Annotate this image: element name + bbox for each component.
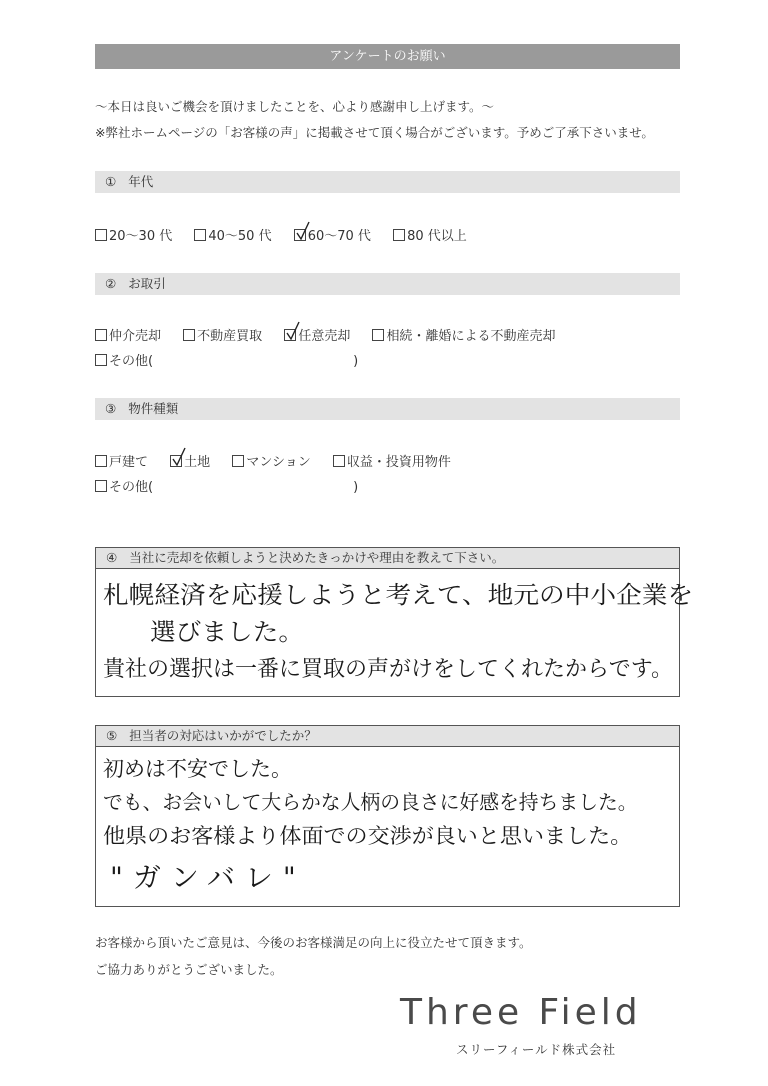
transaction-option-inheritance[interactable] — [372, 325, 555, 344]
age-option-60-70[interactable] — [294, 225, 371, 244]
intro-line-2: ※弊社ホームページの「お客様の声」に掲載させて頂く場合がございます。予めご了承下さいませ。 — [95, 125, 654, 140]
checkbox[interactable] — [194, 229, 206, 241]
footer-line-1: お客様から頂いたご意見は、今後のお客様満足の向上に役立たせて頂きます。 — [95, 935, 532, 950]
option-label: 収益・投資用物件 — [346, 455, 451, 470]
other-label: その他( — [109, 480, 154, 495]
handwritten-answer-line: でも、お会いして大らかな人柄の良さに好感を持ちました。 — [103, 790, 638, 814]
handwritten-answer-line: 他県のお客様より体面での交渉が良いと思いました。 — [103, 824, 633, 848]
age-option-80[interactable] — [393, 225, 467, 244]
handwritten-answer-line: 選びました。 — [150, 618, 305, 646]
checkbox[interactable] — [393, 229, 405, 241]
section-number: ② — [105, 276, 117, 291]
property-options — [95, 451, 469, 470]
checkbox-checked[interactable] — [294, 229, 306, 241]
property-option-mansion[interactable] — [232, 451, 310, 470]
age-option-20-30[interactable] — [95, 225, 172, 244]
page-title: アンケートのお願い — [95, 44, 680, 69]
age-options — [95, 225, 485, 244]
checkbox[interactable] — [95, 229, 107, 241]
other-label: その他( — [109, 354, 154, 369]
company-name: スリーフィールド株式会社 — [456, 1042, 617, 1057]
section-label: 物件種類 — [128, 401, 179, 416]
section-label: お取引 — [128, 276, 166, 291]
option-label: 40～50 代 — [208, 229, 272, 244]
section-number: ④ — [106, 550, 118, 565]
option-label: 不動産買取 — [197, 329, 263, 344]
section-transaction — [95, 273, 680, 295]
checkbox-checked[interactable] — [284, 329, 296, 341]
option-label: 任意売却 — [298, 329, 351, 344]
checkbox[interactable] — [95, 354, 107, 366]
option-label: マンション — [246, 455, 311, 470]
handwritten-answer-line: "ガンバレ" — [110, 861, 306, 894]
option-label: 土地 — [184, 455, 211, 470]
footer-line-2: ご協力ありがとうございました。 — [95, 962, 283, 977]
transaction-option-voluntary[interactable] — [284, 325, 350, 344]
option-label: 20～30 代 — [109, 229, 173, 244]
transaction-options — [95, 325, 573, 344]
option-label: 相続・離婚による不動産売却 — [386, 329, 556, 344]
question-header — [96, 726, 679, 747]
option-label: 仲介売却 — [109, 329, 162, 344]
checkbox[interactable] — [95, 480, 107, 492]
section-label: 年代 — [128, 174, 154, 189]
handwritten-answer-line: 初めは不安でした。 — [103, 757, 292, 781]
other-close: ) — [353, 354, 359, 369]
option-label: 80 代以上 — [407, 229, 467, 244]
checkmark-icon — [296, 221, 310, 241]
section-number: ③ — [105, 401, 117, 416]
checkmark-icon — [172, 447, 186, 467]
handwritten-answer-line: 札幌経済を応援しようと考えて、地元の中小企業を — [103, 581, 694, 609]
property-option-house[interactable] — [95, 451, 148, 470]
property-option-investment[interactable] — [333, 451, 451, 470]
age-option-40-50[interactable] — [194, 225, 271, 244]
section-number: ① — [105, 174, 117, 189]
checkmark-icon — [286, 321, 300, 341]
transaction-other[interactable] — [95, 350, 358, 369]
option-label: 戸建て — [109, 455, 149, 470]
checkbox[interactable] — [95, 329, 107, 341]
section-age — [95, 171, 680, 193]
checkbox[interactable] — [333, 455, 345, 467]
handwritten-answer-line: 貴社の選択は一番に買取の声がけをしてくれたからです。 — [103, 657, 674, 682]
company-logo: Three Field — [400, 992, 642, 1033]
option-label: 60～70 代 — [307, 229, 371, 244]
intro-line-1: ～本日は良いご機会を頂けましたことを、心より感謝申し上げます。～ — [95, 99, 495, 114]
question-label: 当社に売却を依頼しようと決めたきっかけや理由を教えて下さい。 — [129, 550, 505, 565]
section-property-type — [95, 398, 680, 420]
checkbox[interactable] — [232, 455, 244, 467]
section-number: ⑤ — [106, 728, 118, 743]
property-other[interactable] — [95, 476, 358, 495]
checkbox-checked[interactable] — [170, 455, 182, 467]
question-header — [96, 548, 679, 569]
checkbox[interactable] — [95, 455, 107, 467]
other-close: ) — [353, 480, 359, 495]
checkbox[interactable] — [372, 329, 384, 341]
checkbox[interactable] — [183, 329, 195, 341]
transaction-option-brokerage[interactable] — [95, 325, 161, 344]
question-label: 担当者の対応はいかがでしたか？ — [129, 728, 317, 743]
property-option-land[interactable] — [170, 451, 210, 470]
transaction-option-purchase[interactable] — [183, 325, 262, 344]
